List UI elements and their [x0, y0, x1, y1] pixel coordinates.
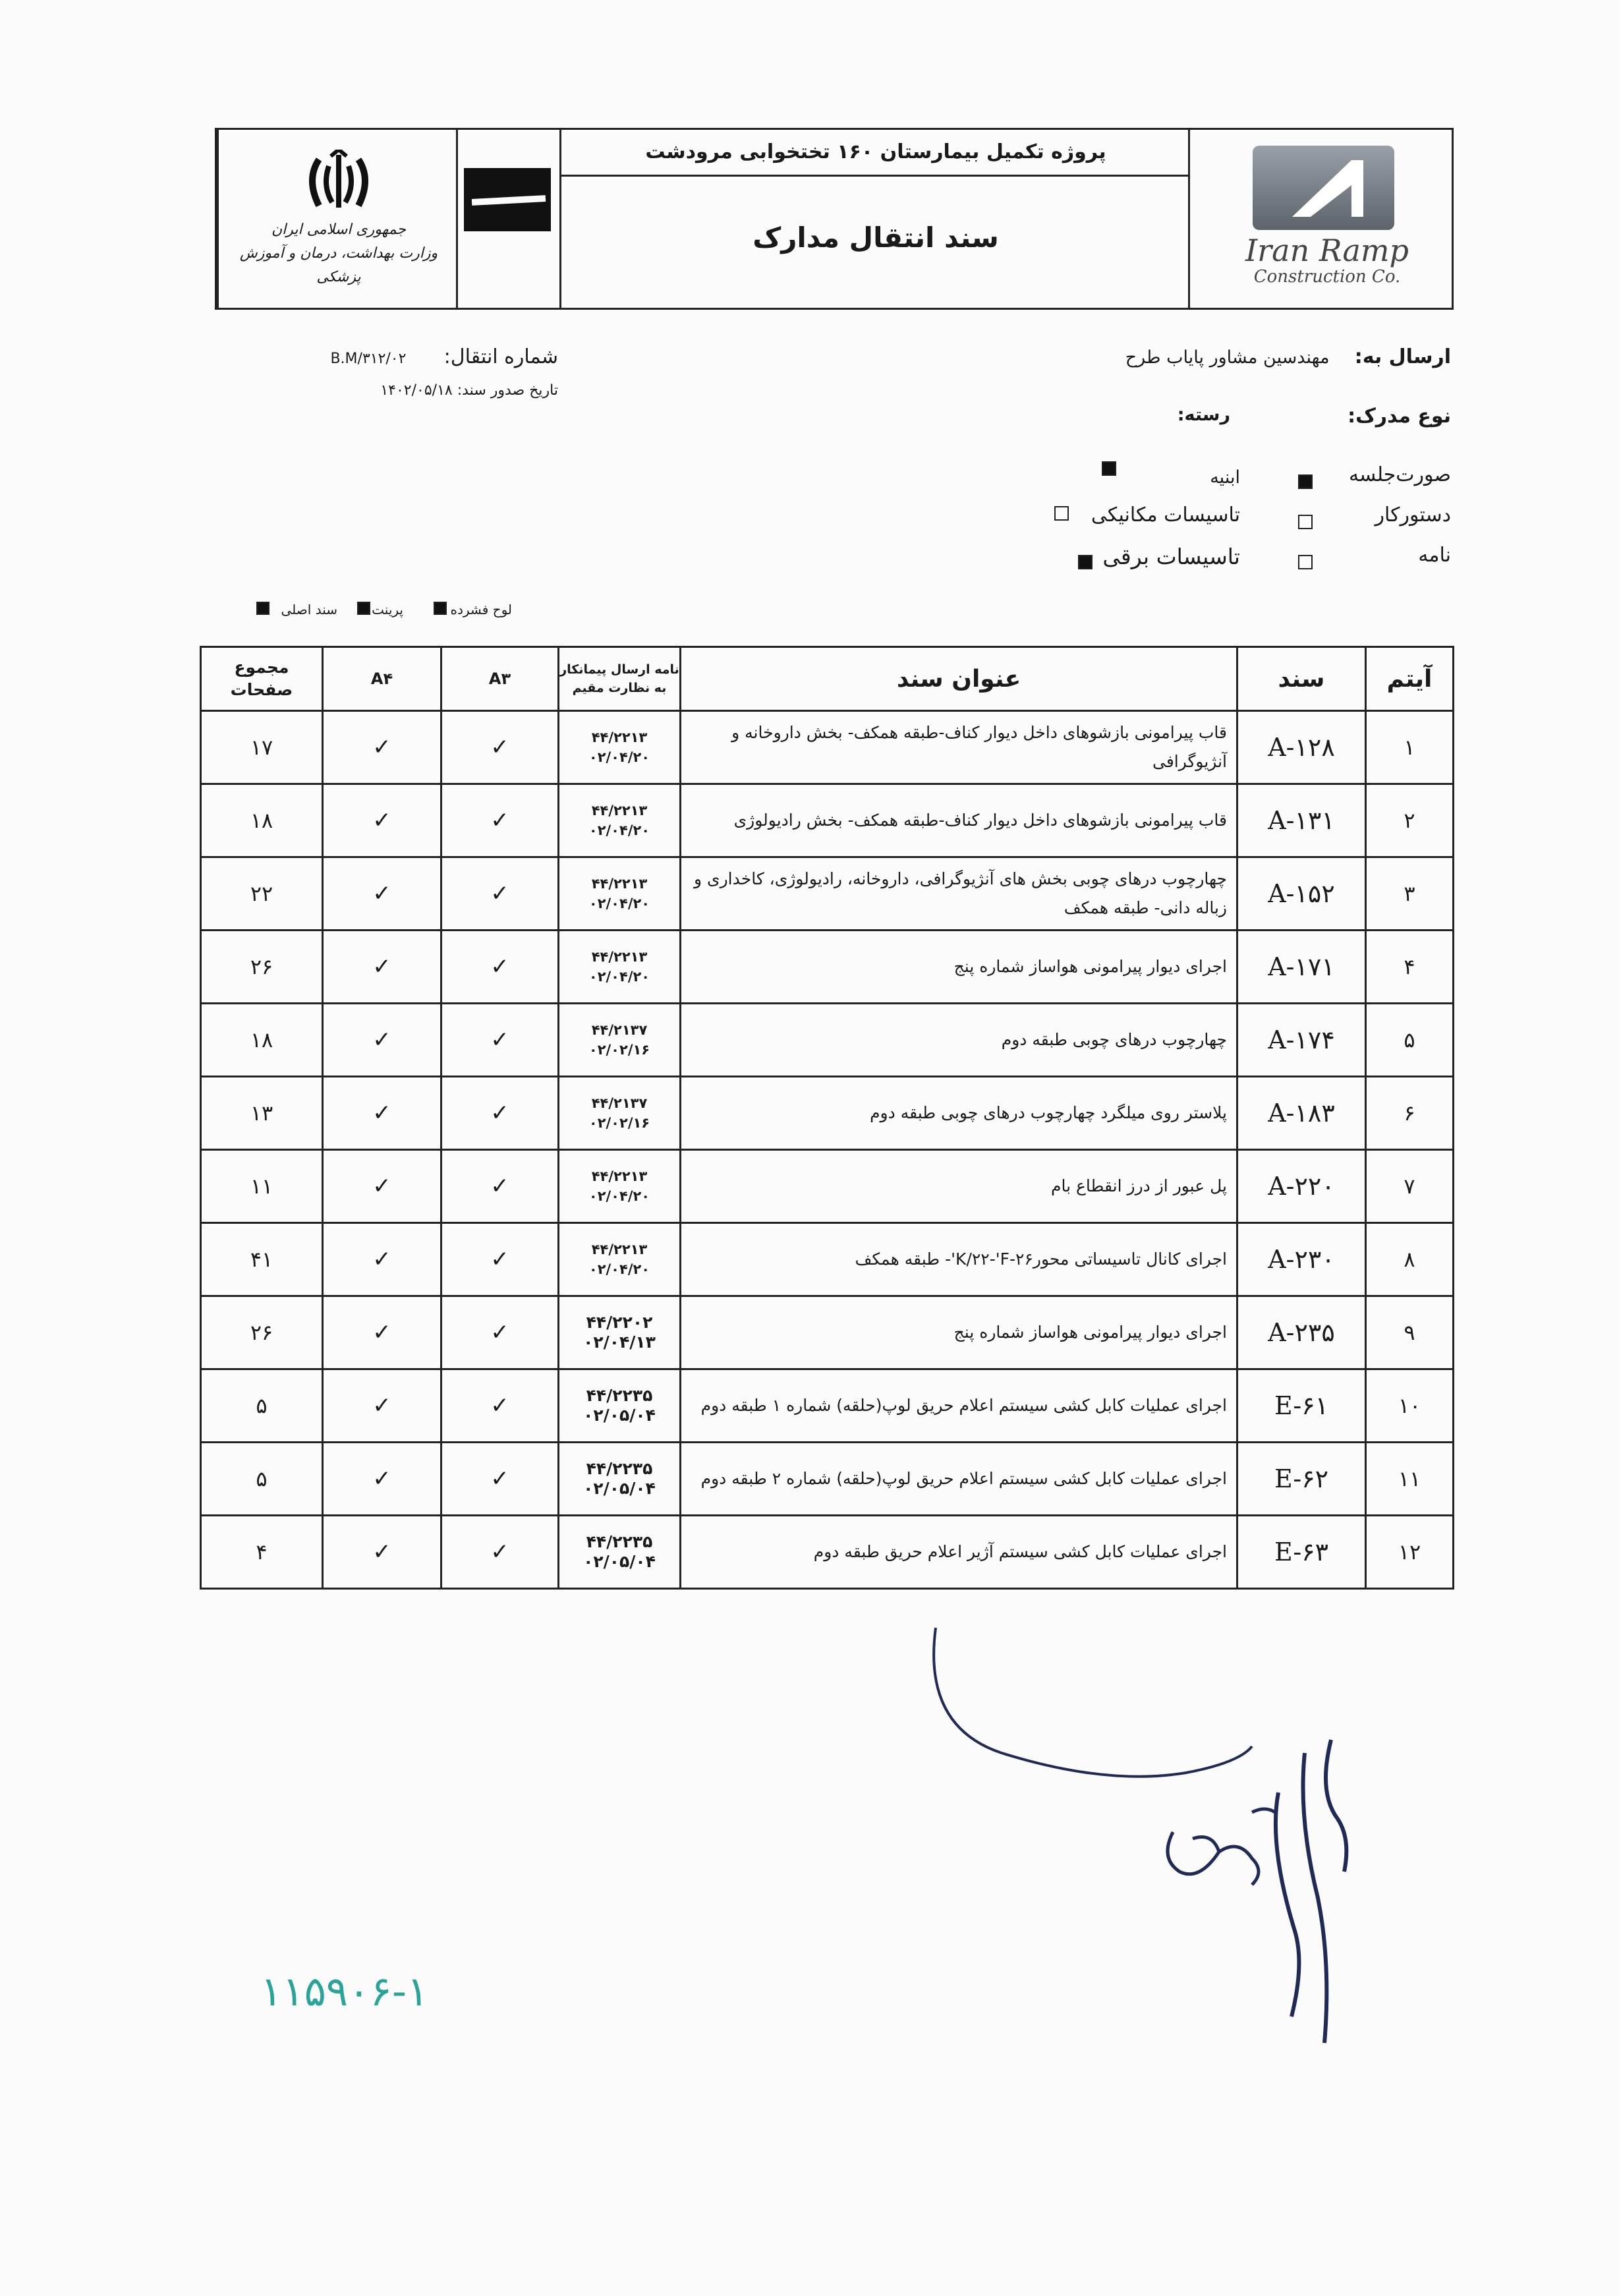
issue-date — [380, 382, 558, 399]
row-title: اجرای عملیات کابل کشی سیستم اعلام حریق لوپ(حلقه) شماره ۲ طبقه دوم — [681, 1443, 1237, 1516]
header-pages-line1: مجموع — [234, 658, 289, 677]
doc-type-instruction: دستورکار — [1375, 503, 1451, 527]
table-row — [201, 1077, 1454, 1150]
row-letter-date: ۰۲/۰۴/۲۰ — [588, 749, 650, 765]
row-letter-number: ۴۴/۲۲۱۳ — [591, 730, 648, 745]
row-a3-check: ✓ — [441, 1004, 559, 1077]
row-a4-check: ✓ — [323, 784, 441, 857]
row-code: A-۲۳۵ — [1237, 1296, 1366, 1369]
doc-type-letter-checkbox[interactable] — [1298, 555, 1313, 569]
row-letter-number: ۴۴/۲۲۱۳ — [591, 1168, 648, 1184]
row-pages: ۴۱ — [201, 1223, 323, 1296]
row-letter-number: ۴۴/۲۱۳۷ — [591, 1022, 648, 1038]
category-mechanical-checkbox[interactable] — [1054, 506, 1069, 521]
row-letter-number: ۴۴/۲۲۰۲ — [586, 1313, 653, 1332]
row-a4-check: ✓ — [323, 1150, 441, 1223]
row-title: چهارچوب درهای چوبی بخش های آنژیوگرافی، داروخانه، رادیولوژی، کاخداری و زباله دانی- طبقه همکف — [681, 857, 1237, 931]
row-letter-number: ۴۴/۲۲۳۵ — [586, 1386, 653, 1405]
transfer-number-label: شماره انتقال: — [443, 345, 558, 368]
header-title: عنوان سند — [681, 647, 1237, 711]
row-a4-check: ✓ — [323, 711, 441, 784]
send-to-label: ارسال به: — [1354, 345, 1451, 368]
row-letter — [559, 1077, 681, 1150]
table-row — [201, 1004, 1454, 1077]
row-letter-number: ۴۴/۲۱۳۷ — [591, 1095, 648, 1111]
row-letter-date: ۰۲/۰۴/۲۰ — [588, 1261, 650, 1277]
category-electrical: تاسیسات برقی — [1102, 544, 1240, 569]
row-a4-check: ✓ — [323, 1296, 441, 1369]
row-a4-check: ✓ — [323, 1077, 441, 1150]
ramp-logo-icon — [1253, 146, 1394, 230]
category-building: ابنیه — [1210, 467, 1240, 488]
row-code: A-۱۷۴ — [1237, 1004, 1366, 1077]
table-row — [201, 857, 1454, 931]
row-a4-check: ✓ — [323, 1443, 441, 1516]
row-item: ۸ — [1366, 1223, 1454, 1296]
row-a3-check: ✓ — [441, 1369, 559, 1443]
ministry-logo — [230, 150, 447, 285]
row-title: قاب پیرامونی بازشوهای داخل دیوار کناف-طبقه همکف- بخش داروخانه و آنژیوگرافی — [681, 711, 1237, 784]
row-letter — [559, 784, 681, 857]
row-pages: ۱۱ — [201, 1150, 323, 1223]
row-code: A-۱۲۸ — [1237, 711, 1366, 784]
row-code: E-۶۱ — [1237, 1369, 1366, 1443]
table-row — [201, 1516, 1454, 1589]
row-item: ۴ — [1366, 931, 1454, 1004]
row-code: A-۲۳۰ — [1237, 1223, 1366, 1296]
row-pages: ۴ — [201, 1516, 323, 1589]
row-letter — [559, 1150, 681, 1223]
row-letter-number: ۴۴/۲۲۱۳ — [591, 876, 648, 892]
row-a3-check: ✓ — [441, 931, 559, 1004]
row-code: E-۶۳ — [1237, 1516, 1366, 1589]
document-header — [215, 128, 1454, 310]
issue-date-label: تاریخ صدور سند: — [457, 382, 558, 399]
legend-original-swatch — [256, 602, 270, 615]
row-title: پل عبور از درز انقطاع بام — [681, 1150, 1237, 1223]
row-a3-check: ✓ — [441, 857, 559, 931]
row-letter-date: ۰۲/۰۲/۱۶ — [588, 1115, 650, 1131]
row-title: پلاستر روی میلگرد چهارچوب درهای چوبی طبقه دوم — [681, 1077, 1237, 1150]
company-logo — [1253, 146, 1394, 230]
header-a3: A۳ — [441, 647, 559, 711]
transfer-number — [330, 345, 558, 368]
row-letter — [559, 1004, 681, 1077]
row-title: اجرای کانال تاسیساتی محور۲۶-K/۲۲-'F'- طبقه همکف — [681, 1223, 1237, 1296]
doc-type-label: نوع مدرک: — [1348, 405, 1451, 428]
row-code: A-۲۲۰ — [1237, 1150, 1366, 1223]
table-row — [201, 711, 1454, 784]
row-code: A-۱۳۱ — [1237, 784, 1366, 857]
row-letter-number: ۴۴/۲۲۱۳ — [591, 803, 648, 818]
row-item: ۱ — [1366, 711, 1454, 784]
row-letter-number: ۴۴/۲۲۱۳ — [591, 949, 648, 965]
row-letter — [559, 1443, 681, 1516]
row-a3-check: ✓ — [441, 1296, 559, 1369]
row-letter-date: ۰۲/۰۵/۰۴ — [583, 1552, 656, 1571]
row-letter — [559, 1223, 681, 1296]
header-a4: A۴ — [323, 647, 441, 711]
row-item: ۱۰ — [1366, 1369, 1454, 1443]
ministry-line2: وزارت بهداشت، درمان و آموزش پزشکی — [239, 245, 438, 285]
handwritten-number: ۱۱۵۹۰۶-۱ — [260, 1967, 429, 2015]
issue-date-value: ۱۴۰۲/۰۵/۱۸ — [380, 382, 453, 399]
row-code: A-۱۵۲ — [1237, 857, 1366, 931]
legend-original: سند اصلی — [281, 602, 337, 617]
ministry-line1: جمهوری اسلامی ایران — [271, 221, 407, 238]
row-a4-check: ✓ — [323, 1223, 441, 1296]
row-a3-check: ✓ — [441, 1223, 559, 1296]
table-row — [201, 1369, 1454, 1443]
row-pages: ۲۲ — [201, 857, 323, 931]
category-mechanical: تاسیسات مکانیکی — [1091, 503, 1240, 527]
row-letter-number: ۴۴/۲۲۳۵ — [586, 1532, 653, 1551]
row-item: ۶ — [1366, 1077, 1454, 1150]
row-pages: ۱۸ — [201, 784, 323, 857]
row-letter-date: ۰۲/۰۴/۱۳ — [583, 1333, 656, 1352]
row-a4-check: ✓ — [323, 931, 441, 1004]
table-row — [201, 1443, 1454, 1516]
row-pages: ۵ — [201, 1369, 323, 1443]
row-title: اجرای عملیات کابل کشی سیستم آژیر اعلام حریق طبقه دوم — [681, 1516, 1237, 1589]
header-item: آیتم — [1366, 647, 1454, 711]
transfer-number-value: B.M/۳۱۲/۰۲ — [330, 351, 407, 367]
row-title: قاب پیرامونی بازشوهای داخل دیوار کناف-طبقه همکف- بخش رادیولوژی — [681, 784, 1237, 857]
row-code: E-۶۲ — [1237, 1443, 1366, 1516]
row-item: ۱۱ — [1366, 1443, 1454, 1516]
row-title: چهارچوب درهای چوبی طبقه دوم — [681, 1004, 1237, 1077]
table-row — [201, 784, 1454, 857]
row-a3-check: ✓ — [441, 1443, 559, 1516]
row-pages: ۱۸ — [201, 1004, 323, 1077]
row-letter-date: ۰۲/۰۲/۱۶ — [588, 1042, 650, 1058]
row-a3-check: ✓ — [441, 1516, 559, 1589]
row-item: ۳ — [1366, 857, 1454, 931]
header-letter-line1: نامه ارسال پیمانکار — [559, 662, 679, 677]
row-letter — [559, 857, 681, 931]
document-title: سند انتقال مدارک — [753, 221, 999, 254]
header-divider — [217, 130, 219, 308]
company-subtitle: Construction Co. — [1253, 267, 1401, 287]
legend-print: پرینت — [372, 602, 403, 617]
row-letter — [559, 1516, 681, 1589]
row-letter-date: ۰۲/۰۴/۲۰ — [588, 896, 650, 911]
row-letter — [559, 931, 681, 1004]
row-letter — [559, 1369, 681, 1443]
project-mark-icon — [464, 168, 551, 231]
table-row — [201, 931, 1454, 1004]
doc-type-letter: نامه — [1418, 544, 1451, 567]
table-header-row — [201, 647, 1454, 711]
header-pages-line2: صفحات — [230, 680, 293, 699]
header-letter — [559, 647, 681, 711]
row-pages: ۱۷ — [201, 711, 323, 784]
doc-type-minutes-checkbox[interactable] — [1298, 474, 1313, 489]
doc-type-instruction-checkbox[interactable] — [1298, 515, 1313, 529]
row-a3-check: ✓ — [441, 1150, 559, 1223]
row-a4-check: ✓ — [323, 1516, 441, 1589]
row-code: A-۱۸۳ — [1237, 1077, 1366, 1150]
row-letter-number: ۴۴/۲۲۱۳ — [591, 1242, 648, 1257]
doc-type-minutes: صورت‌جلسه — [1348, 463, 1451, 486]
documents-table — [200, 646, 1454, 1590]
header-pages — [201, 647, 323, 711]
row-title: اجرای دیوار پیرامونی هواساز شماره پنج — [681, 1296, 1237, 1369]
row-a3-check: ✓ — [441, 711, 559, 784]
row-title: اجرای دیوار پیرامونی هواساز شماره پنج — [681, 931, 1237, 1004]
row-letter — [559, 711, 681, 784]
row-item: ۷ — [1366, 1150, 1454, 1223]
row-letter-date: ۰۲/۰۴/۲۰ — [588, 969, 650, 985]
table-row — [201, 1150, 1454, 1223]
row-pages: ۱۳ — [201, 1077, 323, 1150]
iran-emblem-icon — [299, 150, 378, 215]
project-title: پروژه تکمیل بیمارستان ۱۶۰ تختخوابی مرودشت — [645, 140, 1106, 163]
row-letter-number: ۴۴/۲۲۳۵ — [586, 1459, 653, 1478]
row-pages: ۵ — [201, 1443, 323, 1516]
row-a4-check: ✓ — [323, 1369, 441, 1443]
row-pages: ۲۶ — [201, 1296, 323, 1369]
row-letter-date: ۰۲/۰۴/۲۰ — [588, 1188, 650, 1204]
table-row — [201, 1223, 1454, 1296]
legend-print-swatch — [357, 602, 370, 615]
row-letter-date: ۰۲/۰۵/۰۴ — [583, 1479, 656, 1498]
category-electrical-checkbox[interactable] — [1078, 555, 1093, 569]
row-a4-check: ✓ — [323, 857, 441, 931]
send-to-value: مهندسین مشاور پایاب طرح — [1125, 347, 1330, 368]
row-a3-check: ✓ — [441, 1077, 559, 1150]
category-building-checkbox[interactable] — [1102, 461, 1116, 476]
company-name: Iran Ramp — [1245, 233, 1409, 268]
row-letter-date: ۰۲/۰۵/۰۴ — [583, 1406, 656, 1425]
row-item: ۵ — [1366, 1004, 1454, 1077]
send-to — [1125, 345, 1451, 368]
header-letter-line2: به نظارت مقیم — [572, 681, 667, 695]
row-title: اجرای عملیات کابل کشی سیستم اعلام حریق لوپ(حلقه) شماره ۱ طبقه دوم — [681, 1369, 1237, 1443]
row-a3-check: ✓ — [441, 784, 559, 857]
table-row — [201, 1296, 1454, 1369]
row-a4-check: ✓ — [323, 1004, 441, 1077]
handwritten-signature — [909, 1621, 1410, 2069]
row-pages: ۲۶ — [201, 931, 323, 1004]
header-code: سند — [1237, 647, 1366, 711]
row-letter — [559, 1296, 681, 1369]
category-label: رسته: — [1177, 405, 1230, 425]
legend-folded-swatch — [434, 602, 447, 615]
legend-folded: لوح فشرده — [450, 602, 512, 617]
row-code: A-۱۷۱ — [1237, 931, 1366, 1004]
row-letter-date: ۰۲/۰۴/۲۰ — [588, 822, 650, 838]
row-item: ۲ — [1366, 784, 1454, 857]
table-body — [201, 711, 1454, 1589]
row-item: ۹ — [1366, 1296, 1454, 1369]
header-divider — [456, 130, 458, 308]
row-item: ۱۲ — [1366, 1516, 1454, 1589]
